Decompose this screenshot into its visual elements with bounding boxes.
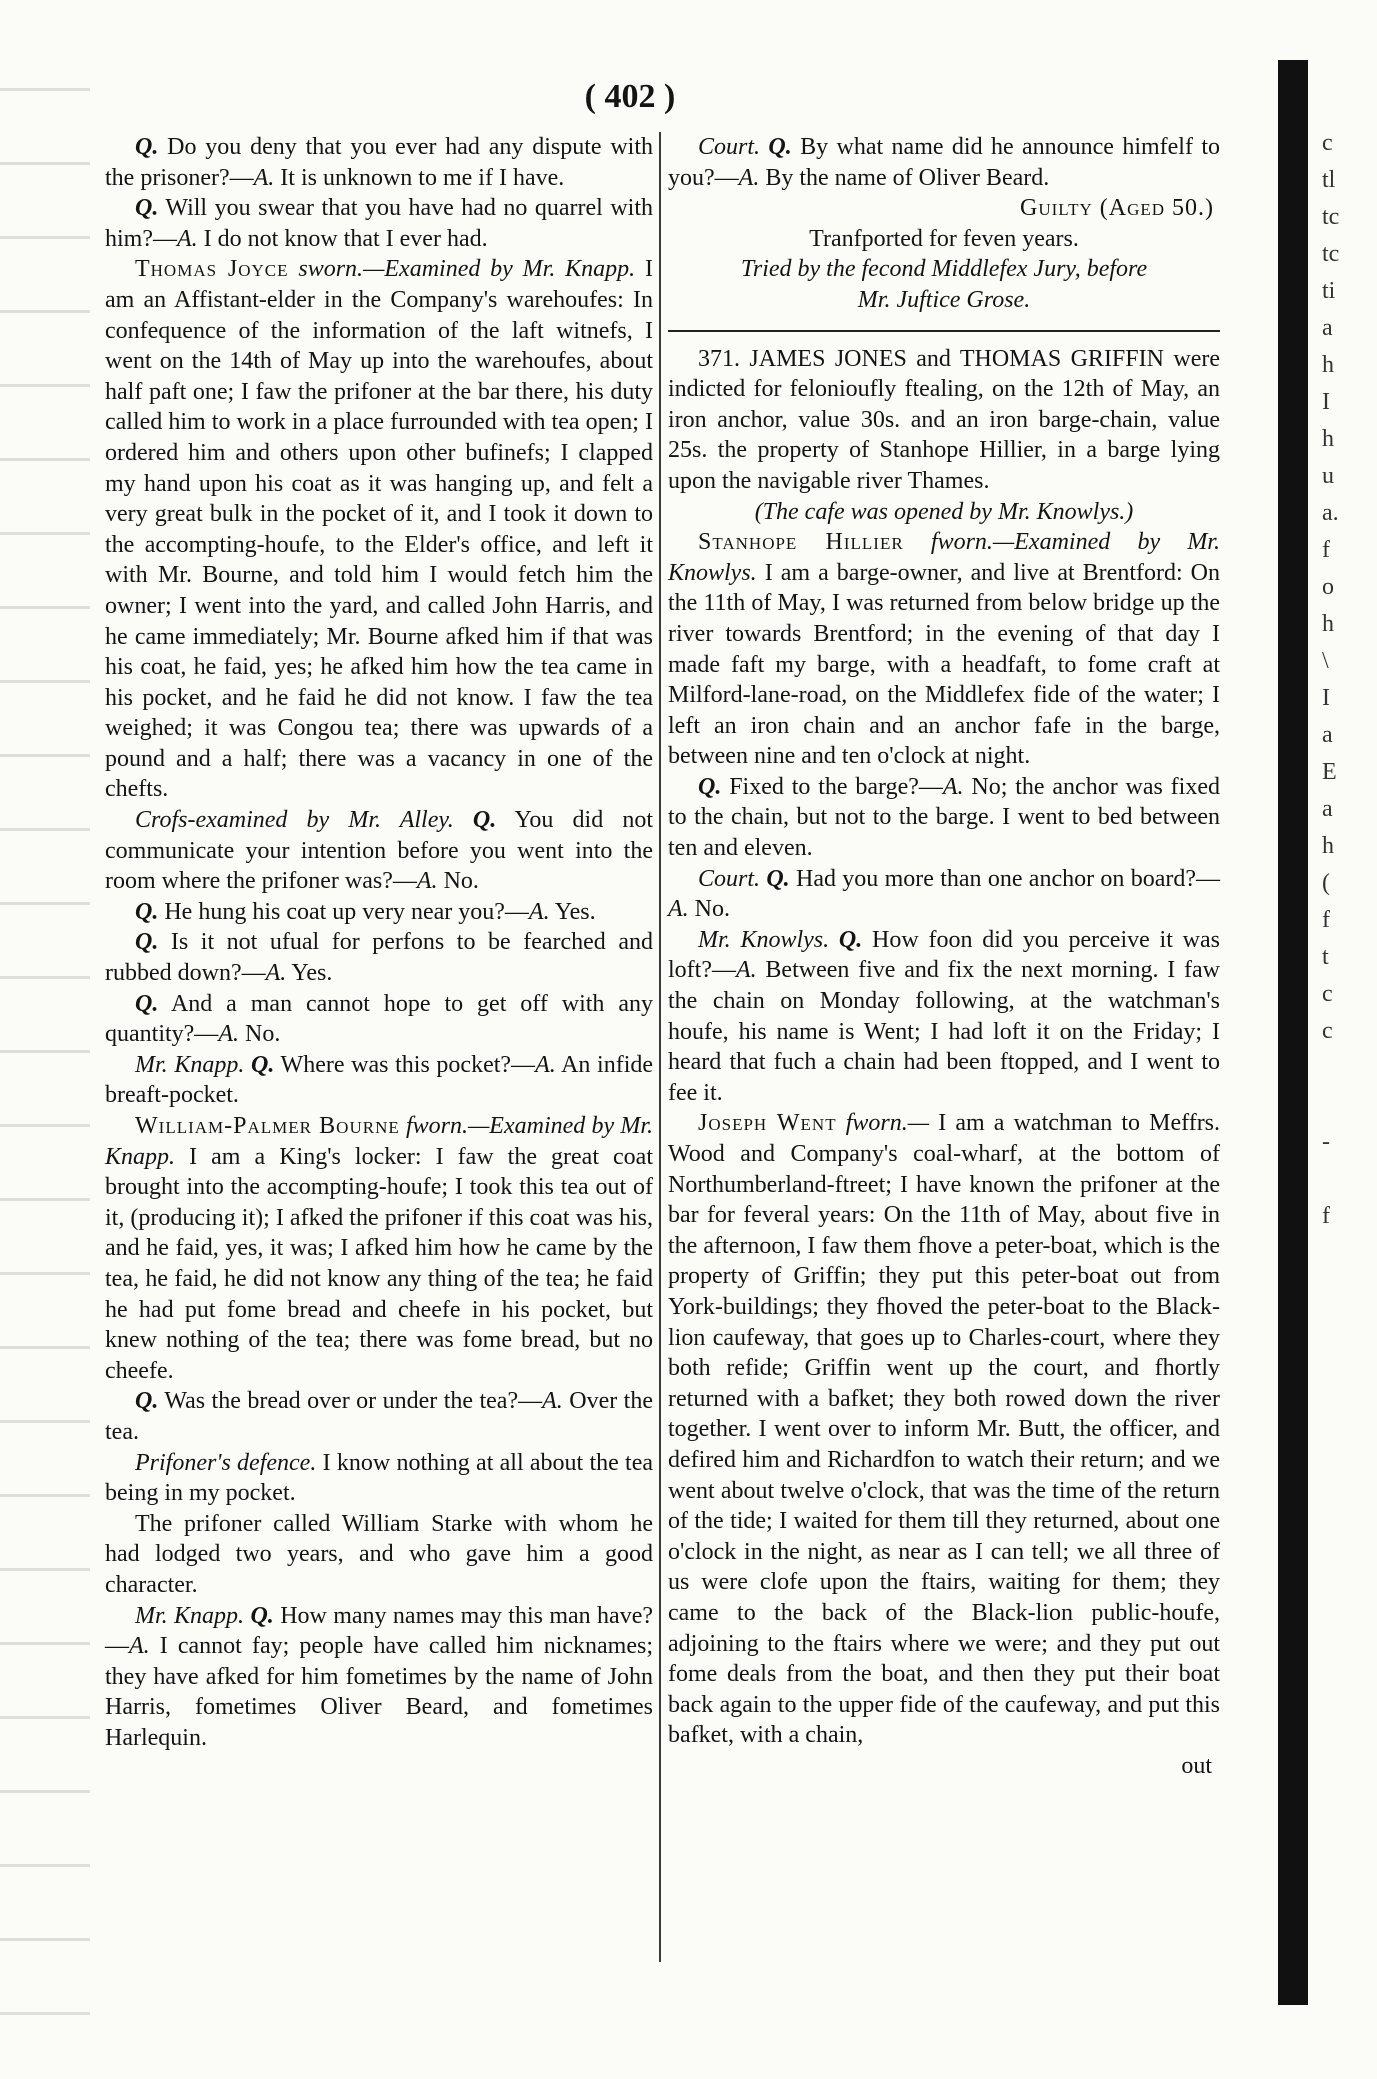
paragraph-text: You did not communicate your intention before you went into the room where the prifoner was?— <box>105 807 654 895</box>
speaker-label: Crofs-examined by Mr. Alley. <box>135 807 454 834</box>
margin-fragment: h <box>1322 611 1334 637</box>
margin-fragment <box>1322 1161 1377 1198</box>
margin-fragment: c <box>1322 981 1333 1007</box>
paragraph-text: I know nothing at all about the tea being in my pocket. <box>105 1449 654 1507</box>
left-paragraph <box>105 989 653 1050</box>
paragraph-text: I am a watchman to Meffrs. Wood and Company's coal-wharf, at the bottom of Northumberland-ftreet; I have known the prifoner at the bar for feveral years: On the 11th of May, about five in the afternoon, I faw them fhove a peter-boat, which is the property of Griffin; they put this peter-boat out from York-buildings; they fhoved the peter-boat to the Black-lion caufeway, that goes up to Charles-court, where they both refide; Griffin went up the court, and fhortly returned with a bafket; they both rowed down the river together. I went over to inform Mr. Butt, the officer, and defired him and Richardfon to watch their return; and we went about twelve o'clock, that was the time of the return of the tide; I waited for them till they returned, about one o'clock in the night, as near as I can tell; we all three of us were clofe upon the ftairs, waiting for them; they came to the back of the Black-lion public-houfe, adjoining to the ftairs where we were; and they put out fome deals from the boat, and then they put their boat back again to the upper fide of the caufeway, and put this bafket, with a chain, <box>668 1110 1221 1749</box>
margin-fragment <box>1322 1087 1377 1124</box>
left-paragraph <box>105 1050 653 1111</box>
margin-fragment: f <box>1322 1203 1330 1229</box>
answer-label: A. <box>129 1633 150 1660</box>
tried-line-1: Tried by the fecond Middlefex Jury, before <box>740 256 1148 283</box>
margin-fragment: tl <box>1322 167 1336 193</box>
margin-fragment: t <box>1322 944 1329 970</box>
answer-label: A. <box>177 225 198 252</box>
paragraph-text: I am a King's locker: I faw the great coat brought into the accompting-houfe; I took this tea out of it, (producing it); I afked the prifoner if this coat was his, and he faid, yes, it was; I afked him how he came by the tea, he faid, he did not know any thing of the tea; he faid he had put fome bread and cheefe in his pocket, but knew nothing of the tea; there was fome bread, but no cheefe. <box>105 1143 654 1384</box>
left-paragraph <box>105 1448 653 1509</box>
question-mark-label: Q. <box>135 134 159 160</box>
paragraph-text: I am an Affistant-elder in the Company's warehoufes: In confequence of the information of the laft witnefs, I went on the 14th of May up into the warehoufes, about half paft one; I faw the prifoner at the bar there, his duty called him to work in a place furrounded with tea open; I ordered him and others upon other bufinefs; I clapped my hand upon his coat as it was hanging up, and felt a very great bulk in the pocket of it, and I took it down to the accompting-houfe, to the Elder's office, and left it with Mr. Bourne, and told him I would fetch him the owner; I went into the yard, and called John Harris, and he came immediately; Mr. Bourne afked him if that was his coat, he faid, yes; he afked him how the tea came in his pocket, and he faid he did not know. I faw the tea weighed; it was Congou tea; there was upwards of a pound and a half; there was a vacancy in one of the chefts. <box>105 256 654 803</box>
margin-fragment: a. <box>1322 500 1339 526</box>
left-paragraph <box>105 927 653 988</box>
question-mark-label: Q. <box>135 898 159 925</box>
sworn-note: sworn.—Examined by Mr. Knapp. <box>298 256 636 283</box>
question-mark-label: Q. <box>135 929 159 956</box>
right-margin-fragments <box>1322 125 1377 1235</box>
answer-text: Between five and fix the next morning. I faw the chain on Monday following, at the watchman's houfe, his name is Went; I had loft it on the Friday; I heard that fuch a chain had been ftopped, and I went to fee it. <box>668 957 1221 1106</box>
left-paragraph <box>105 1111 653 1386</box>
margin-fragment: a <box>1322 315 1333 341</box>
margin-fragment: h <box>1322 352 1334 378</box>
witness-name: Stanhope Hillier <box>698 529 904 556</box>
speaker-label: Mr. Knapp. <box>135 1051 245 1078</box>
answer-text: I cannot fay; people have called him nicknames; they have afked for him fometimes by the name of John Harris, fometimes Oliver Beard, and fometimes Harlequin. <box>105 1633 654 1751</box>
sworn-note: fworn.— <box>845 1110 930 1137</box>
sworn-note: fworn.—Examined by Mr. Knapp. <box>105 1113 653 1170</box>
answer-text: Yes. <box>554 898 596 925</box>
sworn-note: fworn.—Examined by Mr. Knowlys. <box>668 529 1220 586</box>
margin-fragment: tc <box>1322 241 1340 267</box>
paragraph-text: And a man cannot hope to get off with any quantity?— <box>105 990 653 1048</box>
margin-fragment: ( <box>1322 870 1330 896</box>
speaker-label: Prifoner's defence. <box>135 1449 317 1476</box>
speaker-label: Mr. Knapp. <box>135 1602 245 1629</box>
speaker-label: Mr. Knowlys. <box>698 926 830 953</box>
paragraph-text: Is it not ufual for perfons to be fearched and rubbed down?— <box>105 929 653 987</box>
left-paragraph <box>105 193 653 254</box>
tried-line-2: Mr. Juftice Grose. <box>857 286 1031 313</box>
right-paragraph <box>668 925 1220 1109</box>
right-paragraph <box>668 772 1220 864</box>
answer-text: No. <box>244 1021 281 1048</box>
left-paragraph <box>105 805 653 897</box>
answer-label: A. <box>668 896 689 923</box>
paragraph-text: He hung his coat up very near you?— <box>164 898 529 925</box>
paragraph-text: How many names may this man have?— <box>105 1602 654 1660</box>
question-mark-label: Q. <box>250 1051 275 1078</box>
margin-fragment: I <box>1322 389 1330 415</box>
paragraph-text: How foon did you perceive it was loft?— <box>668 926 1220 984</box>
question-mark-label: Q. <box>250 1602 274 1629</box>
answer-label: A. <box>535 1051 556 1078</box>
answer-text: I do not know that I ever had. <box>203 225 488 252</box>
right-paragraphs <box>668 527 1220 1751</box>
answer-text: Yes. <box>291 960 333 987</box>
question-mark-label: Q. <box>838 926 863 953</box>
paragraph-text: The prifoner called William Starke with whom he had lodged two years, and who gave him a good character. <box>105 1510 653 1598</box>
right-column <box>668 132 1220 1781</box>
margin-fragment: a <box>1322 796 1333 822</box>
margin-fragment: h <box>1322 426 1334 452</box>
margin-fragment: h <box>1322 833 1334 859</box>
answer-text: It is unknown to me if I have. <box>280 164 565 191</box>
question-mark-label: Q. <box>472 807 497 834</box>
binding-gutter <box>1278 60 1308 2005</box>
margin-fragment: f <box>1322 907 1330 933</box>
column-divider <box>659 132 661 1962</box>
case-opened-note: (The cafe was opened by Mr. Knowlys.) <box>754 498 1134 525</box>
witness-name: Joseph Went <box>698 1110 837 1137</box>
left-paragraph <box>105 897 653 928</box>
margin-fragment: o <box>1322 574 1334 600</box>
page-number: ( 402 ) <box>584 78 676 115</box>
question-mark-label: Q. <box>135 1388 159 1415</box>
margin-fragment: a <box>1322 722 1333 748</box>
margin-fragment: tc <box>1322 204 1340 230</box>
answer-label: A. <box>528 898 550 925</box>
verdict: Guilty (Aged 50.) <box>1019 195 1214 222</box>
margin-fragment: c <box>1322 130 1333 156</box>
margin-fragment: E <box>1322 759 1337 785</box>
answer-label: A. <box>542 1388 563 1415</box>
court-question: Court. Q. By what name did he announce himfelf to you?—A. By the name of Oliver Beard. <box>668 134 1221 191</box>
catchword: out <box>1181 1752 1212 1779</box>
answer-label: A. <box>416 868 438 895</box>
margin-fragment: f <box>1322 537 1330 563</box>
left-paragraph <box>105 1509 653 1601</box>
answer-text: No. <box>694 896 731 923</box>
margin-fragment: ti <box>1322 278 1336 304</box>
margin-fragment: c <box>1322 1018 1333 1044</box>
left-paragraph <box>105 254 653 805</box>
left-margin-fragments <box>0 50 90 2030</box>
case-heading: 371. JAMES JONES and THOMAS GRIFFIN were indicted for felonioufly ftealing, on the 12th of May, an iron anchor, value 30s. and an iron barge-chain, value 25s. the property of Stanhope Hillier, in a barge lying upon the navigable river Thames. <box>668 345 1220 494</box>
paragraph-text: Will you swear that you have had no quarrel with him?— <box>105 195 653 252</box>
paragraph-text: Was the bread over or under the tea?— <box>164 1388 543 1415</box>
paragraph-text: Do you deny that you ever had any dispute with the prisoner?— <box>105 134 653 191</box>
right-paragraph <box>668 1108 1220 1750</box>
margin-fragment: \ <box>1322 648 1329 674</box>
witness-name: Thomas Joyce <box>135 256 289 283</box>
answer-label: A. <box>942 773 964 800</box>
question-mark-label: Q. <box>135 195 159 222</box>
witness-name: William-Palmer Bourne <box>135 1113 400 1139</box>
paragraph-text: Had you more than one anchor on board?— <box>795 865 1220 892</box>
answer-text: No; the anchor was fixed to the chain, but not to the barge. I went to bed between ten and eleven. <box>668 773 1220 862</box>
answer-label: A. <box>265 960 287 987</box>
sentence: Tranfported for feven years. <box>809 225 1079 252</box>
right-paragraph <box>668 864 1220 925</box>
paragraph-text: Fixed to the barge?— <box>729 773 943 800</box>
left-paragraph <box>105 132 653 193</box>
margin-fragment: - <box>1322 1129 1330 1155</box>
answer-text: An infide breaft-pocket. <box>105 1051 654 1109</box>
left-column <box>105 132 653 1753</box>
paragraph-text: I am a barge-owner, and live at Brentford: On the 11th of May, I was returned from below bridge up the river towards Brentford; in the evening of that day I made faft my barge, with a headfaft, to fome craft at Milford-lane-road, on the Middlefex fide of the water; I left an iron chain and an anchor fafe in the barge, between nine and ten o'clock at night. <box>668 559 1221 770</box>
left-paragraph <box>105 1386 653 1447</box>
right-paragraph <box>668 527 1220 772</box>
margin-fragment: I <box>1322 685 1330 711</box>
paragraph-text: Where was this pocket?— <box>280 1051 536 1078</box>
question-mark-label: Q. <box>698 773 722 800</box>
left-paragraph <box>105 1601 653 1754</box>
section-rule <box>668 330 1220 332</box>
answer-label: A. <box>253 164 275 191</box>
margin-fragment: u <box>1322 463 1334 489</box>
answer-text: Over the tea. <box>105 1388 653 1445</box>
answer-text: No. <box>443 868 479 895</box>
question-mark-label: Q. <box>766 865 790 892</box>
margin-fragment <box>1322 1050 1377 1087</box>
speaker-label: Court. <box>698 865 761 892</box>
answer-label: A. <box>735 957 757 984</box>
answer-label: A. <box>218 1021 239 1048</box>
question-mark-label: Q. <box>135 990 159 1017</box>
